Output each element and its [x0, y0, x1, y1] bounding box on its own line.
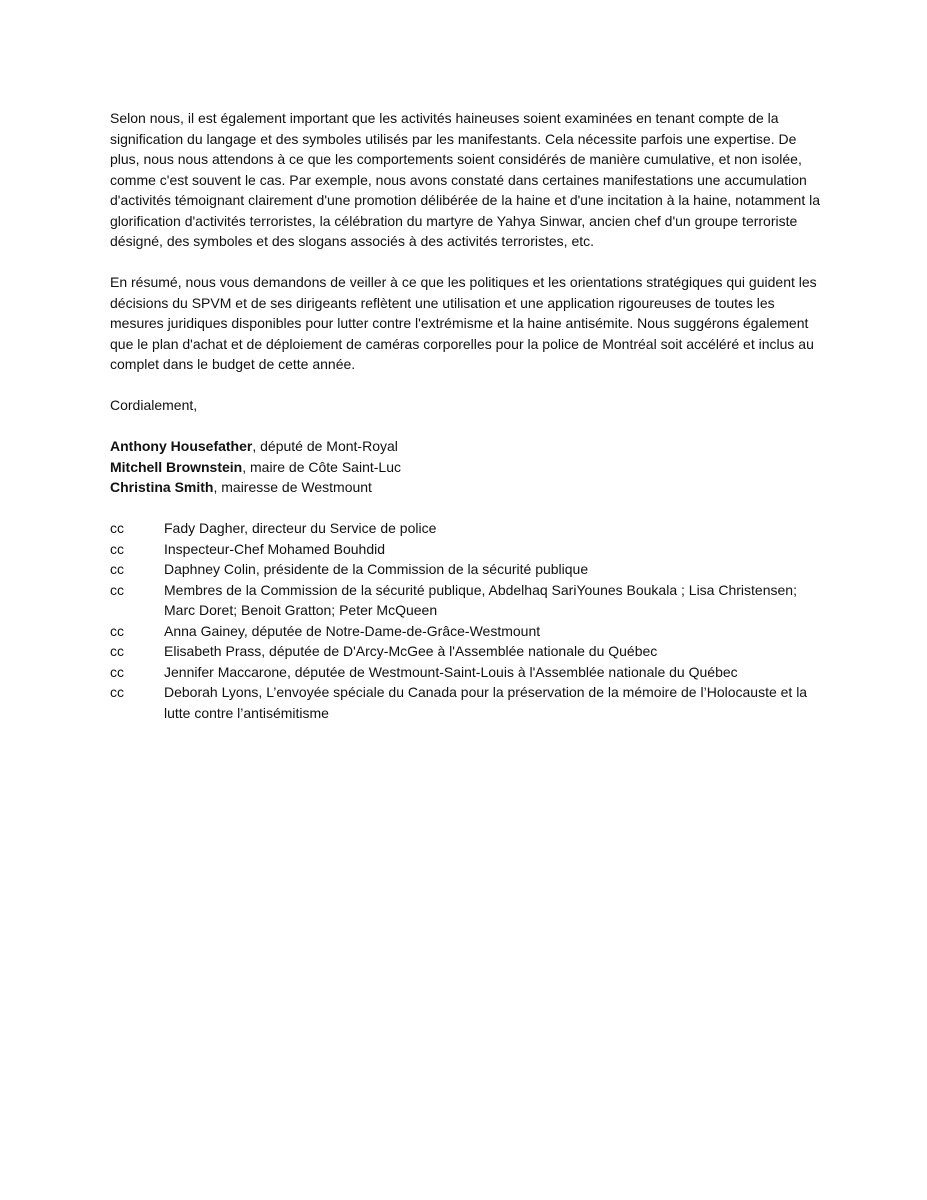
letter-paragraph-2: En résumé, nous vous demandons de veiller à ce que les politiques et les orientations stratégiques qui guident les décisions du SPVM et de ses dirigeants reflètent une utilisation et une application rigoureuses de toutes les mesures juridiques disponibles pour lutter contre l'extrémisme et la haine antisémite. Nous suggérons également que le plan d'achat et de déploiement de caméras corporelles pour la police de Montréal soit accéléré et inclus au complet dans le budget de cette année.	[110, 274, 817, 372]
letter-body	[110, 108, 822, 723]
cc-label: cc	[110, 561, 124, 577]
cc-recipient: Jennifer Maccarone, députée de Westmount-Saint-Louis à l'Assemblée nationale du Québec	[164, 663, 738, 680]
signatory-title: , député de Mont-Royal	[252, 438, 398, 454]
cc-recipient: Membres de la Commission de la sécurité publique, Abdelhaq SariYounes Boukala ; Lisa Christensen; Marc Doret; Benoit Gratton; Peter McQueen	[164, 581, 797, 618]
cc-label: cc	[110, 520, 124, 536]
cc-label: cc	[110, 643, 124, 659]
cc-recipient: Fady Dagher, directeur du Service de police	[164, 520, 437, 536]
cc-row	[110, 621, 822, 642]
signatory-name: Anthony Housefather	[110, 438, 253, 454]
signatory	[110, 436, 822, 457]
letter-paragraph-1: Selon nous, il est également important que les activités haineuses soient examinées en tenant compte de la signification du langage et des symboles utilisés par les manifestants. Cela nécessite parfois une expertise. De plus, nous nous attendons à ce que les comportements soient considérés de manière cumulative, et non isolée, comme c'est souvent le cas. Par exemple, nous avons constaté dans certaines manifestations une accumulation d'activités témoignant clairement d'une promotion délibérée de la haine et d'une incitation à la haine, notamment la glorification d'activités terroristes, la célébration du martyre de Yahya Sinwar, ancien chef d'un groupe terroriste désigné, des symboles et des slogans associés à des activités terroristes, etc.	[110, 110, 821, 249]
cc-label: cc	[110, 684, 124, 700]
signatory-name: Mitchell Brownstein	[110, 458, 243, 475]
cc-row	[110, 682, 822, 723]
cc-recipient: Inspecteur-Chef Mohamed Bouhdid	[164, 540, 386, 557]
cc-row	[110, 518, 822, 539]
cc-label: cc	[110, 663, 124, 680]
cc-row	[110, 580, 822, 621]
signatory	[110, 477, 822, 498]
signatory-title: , maire de Côte Saint-Luc	[242, 458, 401, 475]
cc-row	[110, 559, 822, 580]
signatory	[110, 457, 822, 478]
cc-recipient: Deborah Lyons, L’envoyée spéciale du Canada pour la préservation de la mémoire de l’Holocauste et la lutte contre l’antisémitisme	[164, 684, 808, 721]
signatory-title: , mairesse de Westmount	[213, 479, 372, 495]
signatory-name: Christina Smith	[110, 479, 214, 495]
cc-row	[110, 539, 822, 560]
cc-row	[110, 641, 822, 662]
cc-label: cc	[110, 622, 124, 639]
cc-label: cc	[110, 540, 124, 557]
cc-list	[110, 518, 822, 723]
cc-row	[110, 662, 822, 683]
cc-recipient: Daphney Colin, présidente de la Commission de la sécurité publique	[164, 561, 589, 577]
letter-closing: Cordialement,	[110, 397, 198, 413]
cc-label: cc	[110, 581, 124, 598]
signature-block	[110, 436, 822, 498]
cc-recipient: Anna Gainey, députée de Notre-Dame-de-Grâce-Westmount	[164, 622, 541, 639]
cc-recipient: Elisabeth Prass, députée de D'Arcy-McGee à l'Assemblée nationale du Québec	[164, 643, 658, 659]
